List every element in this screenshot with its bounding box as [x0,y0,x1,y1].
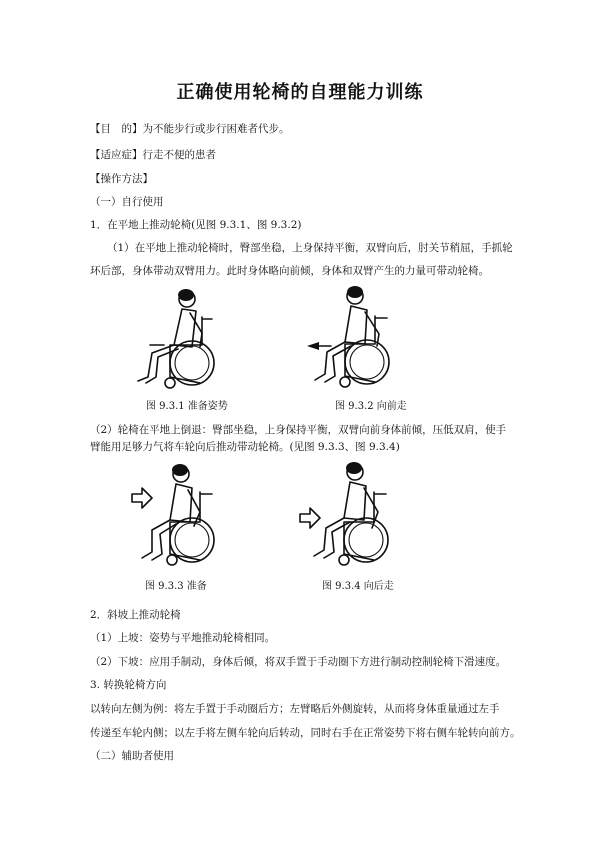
para1-line2: 环后部，身体带动双臂用力。此时身体略向前倾，身体和双臂产生的力量可带动轮椅。 [90,265,489,277]
fig1-caption: 图 9.3.1 准备姿势 [146,401,228,412]
para2-line2: 臂能用足够力气将车轮向后推动带动轮椅。(见图 9.3.3、图 9.3.4) [90,441,400,453]
item3-line2: 传递至车轮内侧；以左手将左侧车轮向后转动，同时右手在正常姿势下将右侧车轮转向前方。 [90,727,521,739]
wheelchair-figure-backward-ready [130,460,230,575]
method-label: 【操作方法】 [90,173,153,185]
item2-downhill: （2）下坡：应用手制动，身体后倾，将双手置于手动圈下方进行制动控制轮椅下滑速度。 [90,656,507,668]
para2-line1: （2）轮椅在平地上倒退：臀部坐稳，上身保持平衡，双臂向前身体前倾，压低双肩，使手 [90,424,507,436]
indication-label: 【适应症】 [90,149,143,161]
para1-line1: （1）在平地上推动轮椅时，臀部坐稳，上身保持平衡，双臂向后，肘关节稍屈，手抓轮 [107,242,513,254]
wheelchair-figure-forward [305,282,405,394]
indication-line [90,148,216,162]
purpose-line [90,122,290,136]
item2-uphill: （1）上坡：姿势与平地推动轮椅相同。 [90,632,276,644]
item3-line1: 以转向左侧为例：将左手置于手动圈后方；左臂略后外侧旋转，从而将身体重量通过左手 [90,703,500,715]
item3-heading: 3. 转换轮椅方向 [90,679,167,691]
wheelchair-figure-ready [130,285,230,395]
item2-heading: 2．斜坡上推动轮椅 [90,609,181,621]
indication-text: 行走不便的患者 [142,149,216,161]
section2-heading: （二）辅助者使用 [90,750,174,762]
wheelchair-figure-backward [298,458,398,575]
purpose-text: 为不能步行或步行困难者代步。 [142,123,290,135]
purpose-label: 【目 的】 [90,123,143,135]
page-title: 正确使用轮椅的自理能力训练 [176,82,424,103]
item1-heading: 1．在平地上推动轮椅(见图 9.3.1、图 9.3.2) [90,219,302,231]
section1-heading: （一）自行使用 [90,196,164,208]
fig4-caption: 图 9.3.4 向后走 [322,581,394,592]
fig2-caption: 图 9.3.2 向前走 [335,401,407,412]
fig3-caption: 图 9.3.3 准备 [145,581,207,592]
